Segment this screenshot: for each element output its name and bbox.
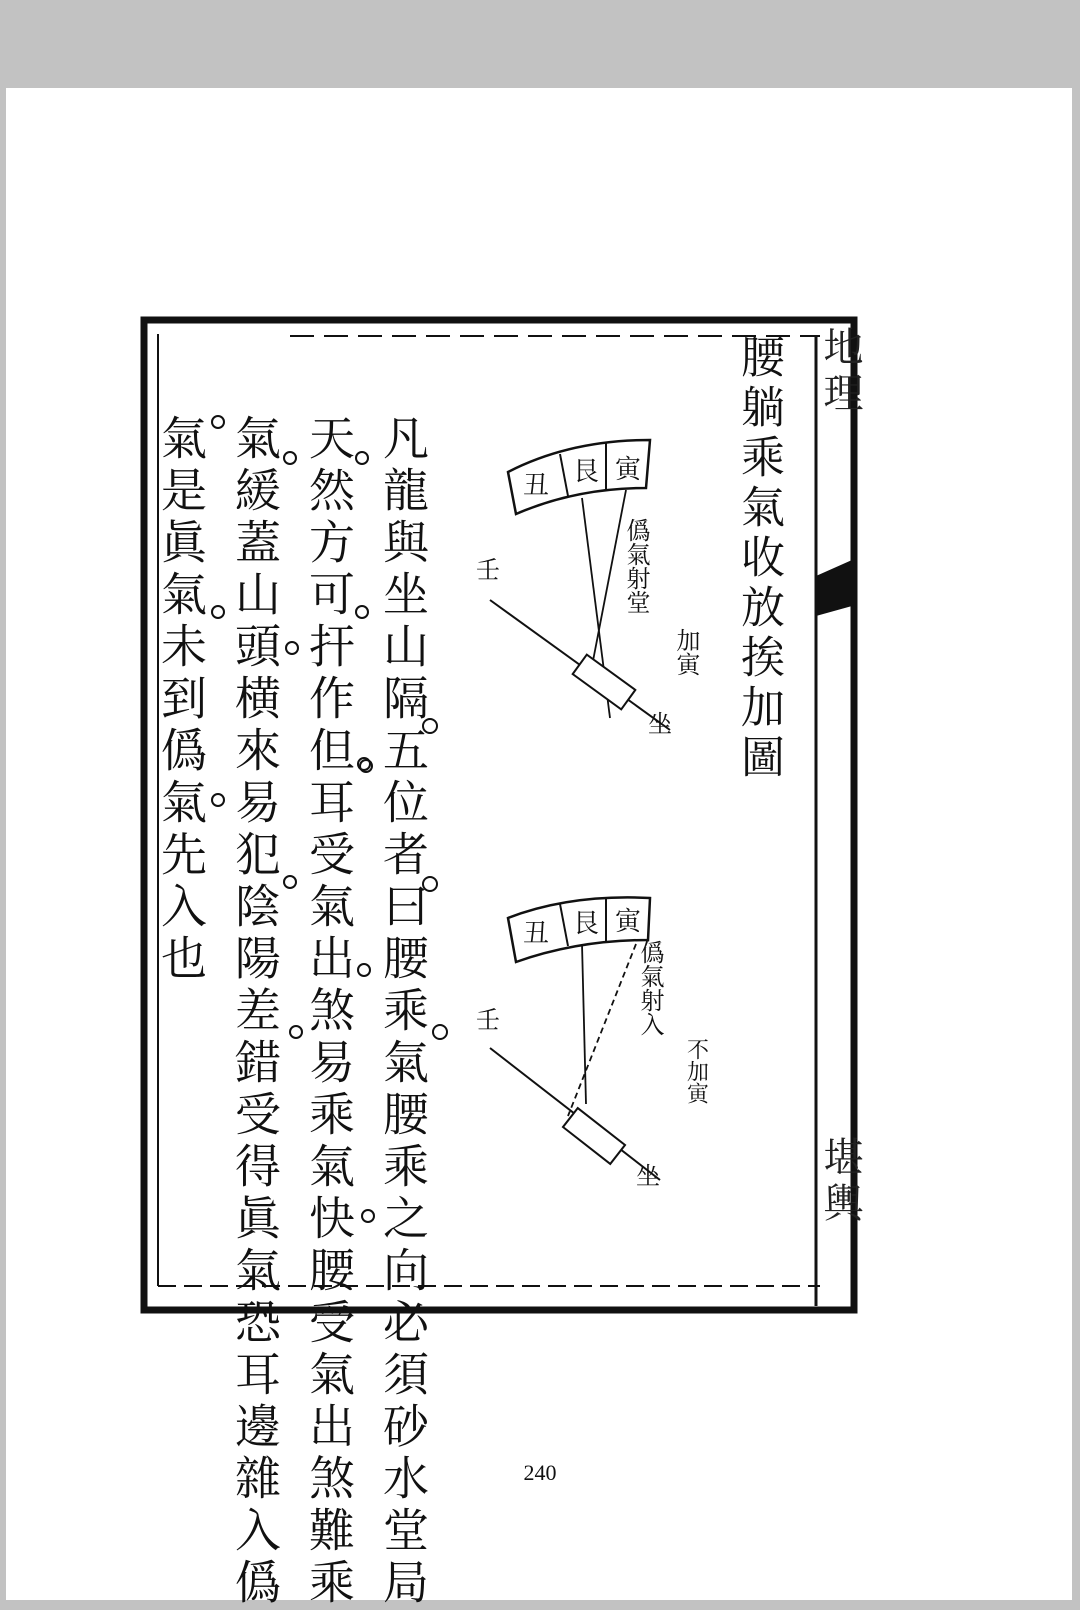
end-label-right: 坐 [636,1162,660,1190]
text-column-2: 天然方可扞作但耳受氣出煞易乘氣快腰受氣出煞難乘 [302,414,356,1610]
end-label-left: 壬 [476,1006,500,1034]
end-label-right: 坐 [648,710,672,738]
annotation-2: 僞氣射入 [636,940,664,1036]
sector-gen: 艮 [572,909,600,939]
text-column-4: 氣是眞氣未到僞氣先入也 [154,414,208,986]
diagram-1 [460,428,780,768]
sector-gen: 艮 [572,457,600,487]
annotation-1: 僞氣射堂 [622,518,650,614]
end-label-left: 壬 [476,556,500,584]
note-1: 加寅 [672,628,700,676]
text-column-3: 氣緩蓋山頭横來易犯陰陽差錯受得眞氣恐耳邊雜入僞 [228,414,282,1610]
sector-chou: 丑 [522,471,550,501]
diagram-2 [460,888,780,1228]
side-header-top: 地理 [817,326,863,418]
note-2: 不加寅 [683,1038,709,1104]
sector-yin: 寅 [614,455,642,485]
side-header-bottom: 堪輿 [817,1136,863,1228]
page-number: 240 [523,1460,557,1485]
sector-chou: 丑 [522,919,550,949]
text-column-1: 凡龍與坐山隔五位者曰腰乘氣腰乘之向必須砂水堂局 [376,414,430,1610]
sector-yin: 寅 [614,907,642,937]
diagram-title: 腰躺乘氣收放挨加圖 [733,334,784,784]
